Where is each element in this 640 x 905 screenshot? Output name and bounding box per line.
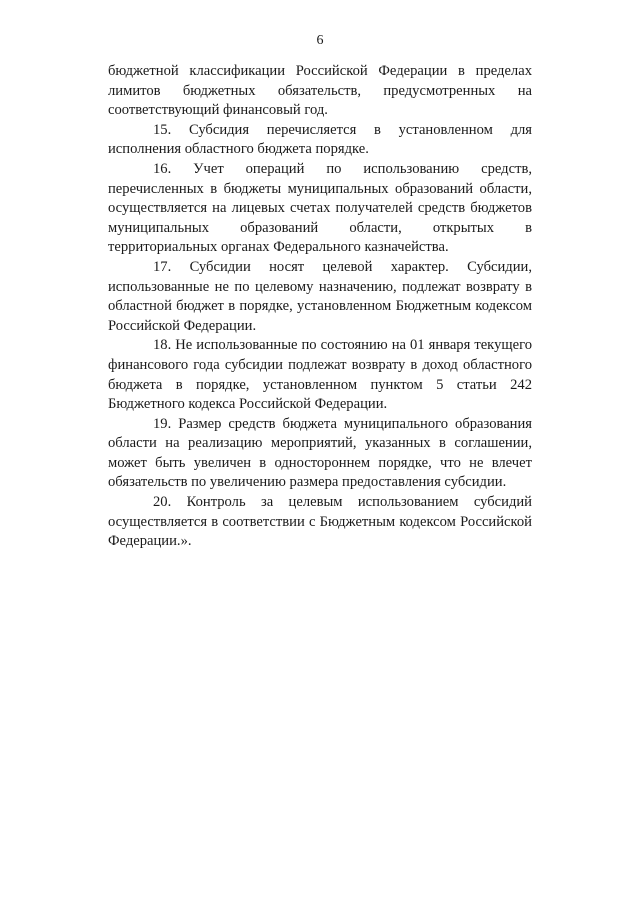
paragraph-item-15: 15. Субсидия перечисляется в установленном для исполнения областного бюджета порядке. xyxy=(108,121,532,158)
paragraph-item-20: 20. Контроль за целевым использованием субсидий осуществляется в соответствии с Бюджетным кодексом Российской Федерации.». xyxy=(108,494,532,550)
document-body xyxy=(108,62,532,552)
paragraph-item-18: 18. Не использованные по состоянию на 01 января текущего финансового года субсидии подлежат возврату в доход областного бюджета в порядке, установленном пунктом 5 статьи 242 Бюджетного кодекса Российской Федерации. xyxy=(108,337,532,413)
paragraph-item-17: 17. Субсидии носят целевой характер. Субсидии, использованные не по целевому назначению, подлежат возврату в областной бюджет в порядке, установленном Бюджетным кодексом Российской Федерации. xyxy=(108,258,532,334)
paragraph-item-16: 16. Учет операций по использованию средств, перечисленных в бюджеты муниципальных образований области, осуществляется на лицевых счетах получателей средств бюджетов муниципальных образований области, открытых в территориальных органах Федерального казначейства. xyxy=(108,160,532,256)
paragraph-item-19: 19. Размер средств бюджета муниципального образования области на реализацию мероприятий, указанных в соглашении, может быть увеличен в одностороннем порядке, что не влечет обязательств по увеличению размера предоставления субсидии. xyxy=(108,415,532,491)
paragraph-continuation: бюджетной классификации Российской Федерации в пределах лимитов бюджетных обязательств, предусмотренных на соответствующий финансовый год. xyxy=(108,63,532,119)
page-number: 6 xyxy=(316,33,324,48)
